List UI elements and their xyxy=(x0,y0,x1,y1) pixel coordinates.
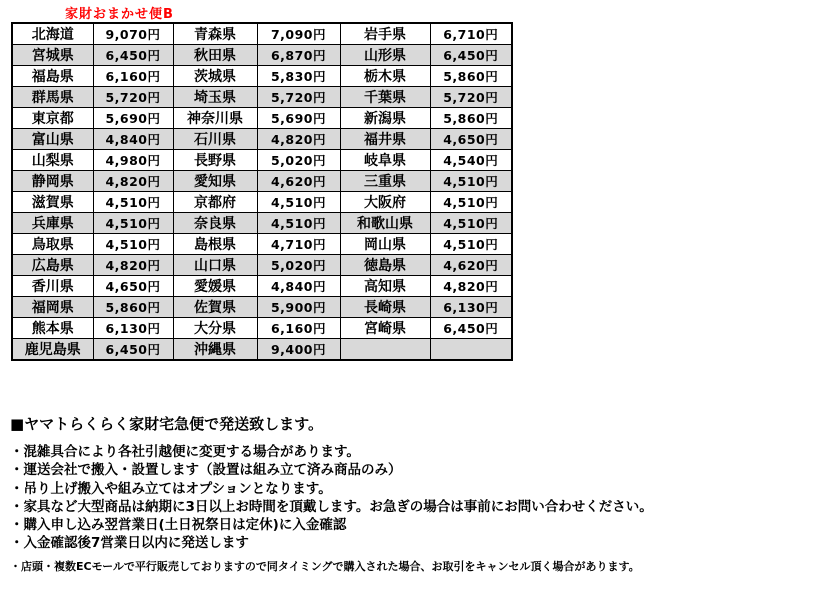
price-cell: 4,620円 xyxy=(430,255,512,276)
price-cell: 4,510円 xyxy=(257,192,340,213)
table-row xyxy=(12,339,512,361)
table-row xyxy=(12,108,512,129)
price-cell: 5,860円 xyxy=(430,66,512,87)
price-cell: 4,620円 xyxy=(257,171,340,192)
table-row xyxy=(12,318,512,339)
price-cell: 6,450円 xyxy=(430,45,512,66)
prefecture-cell: 新潟県 xyxy=(340,108,430,129)
price-cell: 5,020円 xyxy=(257,150,340,171)
table-row xyxy=(12,297,512,318)
table-row xyxy=(12,171,512,192)
prefecture-cell xyxy=(340,339,430,361)
prefecture-cell: 鹿児島県 xyxy=(12,339,93,361)
prefecture-cell: 高知県 xyxy=(340,276,430,297)
price-cell: 6,160円 xyxy=(257,318,340,339)
note-bullet: ・運送会社で搬入・設置します（設置は組み立て済み商品のみ） xyxy=(10,462,402,479)
price-cell: 5,690円 xyxy=(93,108,173,129)
note-bullet: ・購入申し込み翌営業日(土日祝祭日は定休)に入金確認 xyxy=(10,517,347,534)
table-row xyxy=(12,129,512,150)
prefecture-cell: 茨城県 xyxy=(173,66,257,87)
prefecture-cell: 福岡県 xyxy=(12,297,93,318)
prefecture-cell: 島根県 xyxy=(173,234,257,255)
price-cell: 6,710円 xyxy=(430,23,512,45)
prefecture-cell: 富山県 xyxy=(12,129,93,150)
prefecture-cell: 熊本県 xyxy=(12,318,93,339)
table-row xyxy=(12,213,512,234)
price-cell: 4,510円 xyxy=(430,213,512,234)
price-cell: 6,870円 xyxy=(257,45,340,66)
price-cell xyxy=(430,339,512,361)
prefecture-cell: 山形県 xyxy=(340,45,430,66)
notes-section xyxy=(10,416,816,574)
price-cell: 4,510円 xyxy=(257,213,340,234)
prefecture-cell: 神奈川県 xyxy=(173,108,257,129)
prefecture-cell: 東京都 xyxy=(12,108,93,129)
prefecture-cell: 山梨県 xyxy=(12,150,93,171)
notes-list xyxy=(10,443,816,553)
prefecture-cell: 石川県 xyxy=(173,129,257,150)
price-cell: 4,510円 xyxy=(93,192,173,213)
price-cell: 4,840円 xyxy=(93,129,173,150)
table-row xyxy=(12,234,512,255)
prefecture-cell: 大分県 xyxy=(173,318,257,339)
price-cell: 7,090円 xyxy=(257,23,340,45)
price-cell: 9,070円 xyxy=(93,23,173,45)
price-cell: 4,650円 xyxy=(430,129,512,150)
shipping-fee-table xyxy=(11,22,513,361)
prefecture-cell: 千葉県 xyxy=(340,87,430,108)
prefecture-cell: 香川県 xyxy=(12,276,93,297)
prefecture-cell: 群馬県 xyxy=(12,87,93,108)
price-cell: 4,980円 xyxy=(93,150,173,171)
price-cell: 6,130円 xyxy=(93,318,173,339)
prefecture-cell: 宮城県 xyxy=(12,45,93,66)
note-bullet: ・混雑具合により各社引越便に変更する場合があります。 xyxy=(10,444,360,460)
table-row xyxy=(12,23,512,45)
price-cell: 5,860円 xyxy=(430,108,512,129)
fee-table-body xyxy=(12,23,512,360)
note-bullet: ・入金確認後7営業日以内に発送します xyxy=(10,535,249,552)
prefecture-cell: 宮崎県 xyxy=(340,318,430,339)
price-cell: 6,160円 xyxy=(93,66,173,87)
price-cell: 4,710円 xyxy=(257,234,340,255)
price-cell: 4,650円 xyxy=(93,276,173,297)
price-cell: 4,510円 xyxy=(430,171,512,192)
prefecture-cell: 福井県 xyxy=(340,129,430,150)
prefecture-cell: 愛知県 xyxy=(173,171,257,192)
table-row xyxy=(12,192,512,213)
table-row xyxy=(12,150,512,171)
price-cell: 6,130円 xyxy=(430,297,512,318)
price-cell: 6,450円 xyxy=(93,339,173,361)
prefecture-cell: 滋賀県 xyxy=(12,192,93,213)
note-bullet: ・家具など大型商品は納期に3日以上お時間を頂戴します。お急ぎの場合は事前にお問い合わせください。 xyxy=(10,498,653,515)
price-cell: 4,510円 xyxy=(430,234,512,255)
price-cell: 4,820円 xyxy=(257,129,340,150)
table-row xyxy=(12,87,512,108)
prefecture-cell: 北海道 xyxy=(12,23,93,45)
table-row xyxy=(12,45,512,66)
prefecture-cell: 広島県 xyxy=(12,255,93,276)
prefecture-cell: 山口県 xyxy=(173,255,257,276)
prefecture-cell: 徳島県 xyxy=(340,255,430,276)
note-bullet: ・吊り上げ搬入や組み立てはオプションとなります。 xyxy=(10,480,332,497)
table-row xyxy=(12,276,512,297)
prefecture-cell: 埼玉県 xyxy=(173,87,257,108)
price-cell: 5,720円 xyxy=(430,87,512,108)
price-cell: 4,820円 xyxy=(430,276,512,297)
price-cell: 5,900円 xyxy=(257,297,340,318)
prefecture-cell: 愛媛県 xyxy=(173,276,257,297)
prefecture-cell: 和歌山県 xyxy=(340,213,430,234)
table-row xyxy=(12,66,512,87)
table-row xyxy=(12,255,512,276)
prefecture-cell: 鳥取県 xyxy=(12,234,93,255)
prefecture-cell: 沖縄県 xyxy=(173,339,257,361)
prefecture-cell: 京都府 xyxy=(173,192,257,213)
price-cell: 5,720円 xyxy=(93,87,173,108)
price-cell: 4,510円 xyxy=(430,192,512,213)
fee-table-title: 家財おまかせ便B xyxy=(65,7,174,22)
price-cell: 5,860円 xyxy=(93,297,173,318)
price-cell: 4,840円 xyxy=(257,276,340,297)
price-cell: 4,510円 xyxy=(93,234,173,255)
prefecture-cell: 青森県 xyxy=(173,23,257,45)
price-cell: 4,820円 xyxy=(93,171,173,192)
prefecture-cell: 栃木県 xyxy=(340,66,430,87)
notes-heading: ■ヤマトらくらく家財宅急便で発送致します。 xyxy=(10,415,323,433)
price-cell: 9,400円 xyxy=(257,339,340,361)
price-cell: 6,450円 xyxy=(430,318,512,339)
price-cell: 5,690円 xyxy=(257,108,340,129)
prefecture-cell: 長野県 xyxy=(173,150,257,171)
prefecture-cell: 静岡県 xyxy=(12,171,93,192)
price-cell: 4,510円 xyxy=(93,213,173,234)
prefecture-cell: 奈良県 xyxy=(173,213,257,234)
price-cell: 6,450円 xyxy=(93,45,173,66)
price-cell: 4,820円 xyxy=(93,255,173,276)
prefecture-cell: 大阪府 xyxy=(340,192,430,213)
prefecture-cell: 岐阜県 xyxy=(340,150,430,171)
price-cell: 5,830円 xyxy=(257,66,340,87)
price-cell: 5,720円 xyxy=(257,87,340,108)
notes-footnote: ・店頭・複数ECモールで平行販売しておりますので同タイミングで購入された場合、お取引をキャンセル頂く場合があります。 xyxy=(10,559,640,573)
prefecture-cell: 長崎県 xyxy=(340,297,430,318)
prefecture-cell: 秋田県 xyxy=(173,45,257,66)
prefecture-cell: 三重県 xyxy=(340,171,430,192)
price-cell: 4,540円 xyxy=(430,150,512,171)
prefecture-cell: 岩手県 xyxy=(340,23,430,45)
price-cell: 5,020円 xyxy=(257,255,340,276)
prefecture-cell: 兵庫県 xyxy=(12,213,93,234)
prefecture-cell: 岡山県 xyxy=(340,234,430,255)
prefecture-cell: 福島県 xyxy=(12,66,93,87)
prefecture-cell: 佐賀県 xyxy=(173,297,257,318)
